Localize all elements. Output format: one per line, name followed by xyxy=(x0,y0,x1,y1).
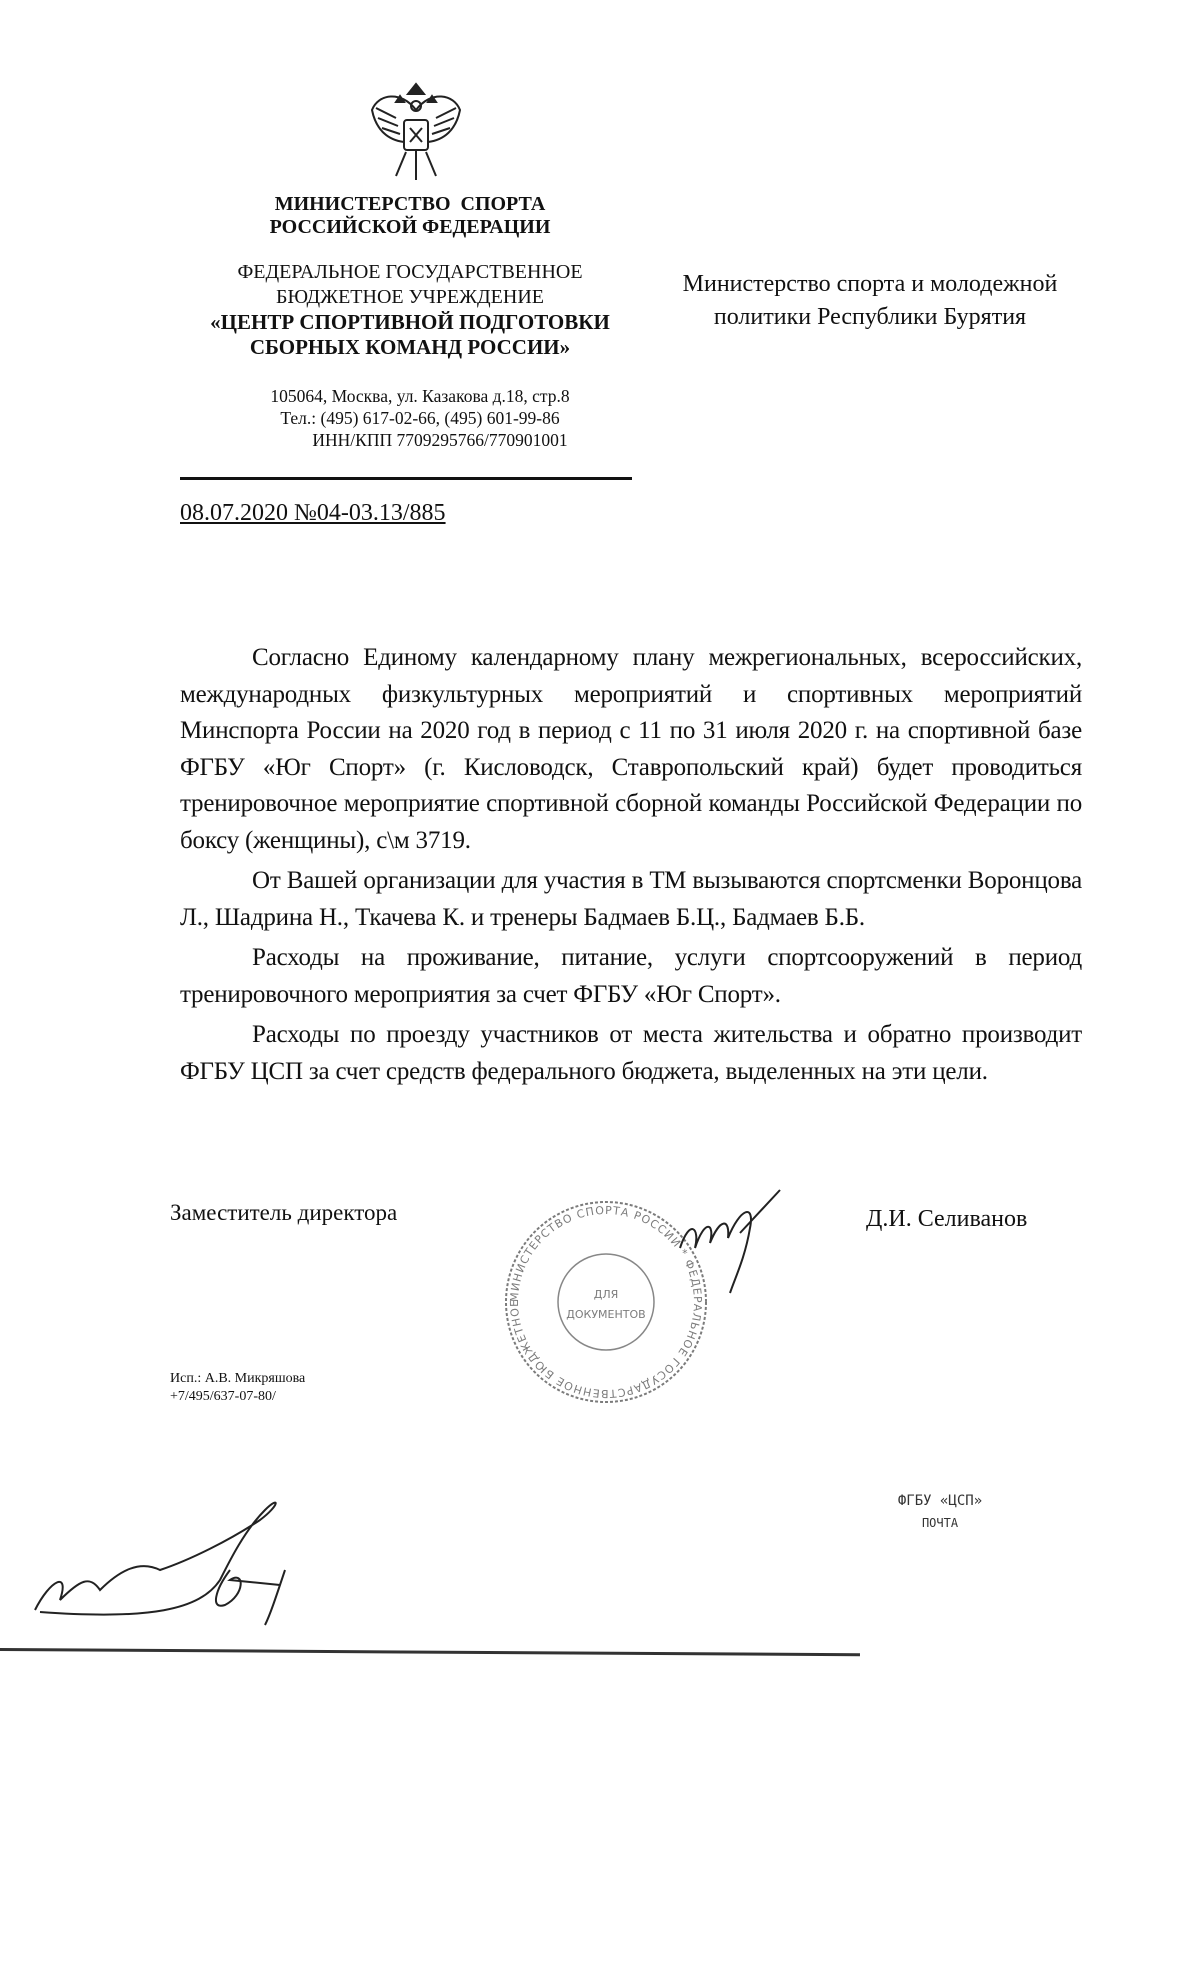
executor-phone: +7/495/637-07-80/ xyxy=(170,1389,276,1404)
coat-of-arms-emblem xyxy=(366,80,466,186)
stamp-center-top: ДЛЯ xyxy=(593,1288,619,1301)
body-paragraph: Расходы на проживание, питание, услуги спортсооружений в период тренировочного мероприятия за счет ФГБУ «Юг Спорт». xyxy=(180,944,1082,1008)
handwritten-signature xyxy=(30,1500,350,1635)
org-line-1: ФЕДЕРАЛЬНОЕ ГОСУДАРСТВЕННОЕ xyxy=(237,261,583,283)
stamp-center-bottom: ДОКУМЕНТОВ xyxy=(566,1308,646,1321)
signer-name: Д.И. Селиванов xyxy=(866,1206,1028,1232)
letter-body xyxy=(180,640,1082,1090)
mail-stamp-line-2: ПОЧТА xyxy=(921,1516,959,1530)
signer-position: Заместитель директора xyxy=(170,1200,398,1225)
org-name-line-1: «ЦЕНТР СПОРТИВНОЙ ПОДГОТОВКИ xyxy=(210,310,610,334)
recipient-line-1: Министерство спорта и молодежной xyxy=(682,271,1058,297)
header-rule xyxy=(180,477,632,480)
ministry-line-1: МИНИСТЕРСТВО СПОРТА xyxy=(274,193,546,215)
director-signature xyxy=(670,1188,790,1303)
body-paragraph: Расходы по проезду участников от места жительства и обратно производит ФГБУ ЦСП за счет средств федерального бюджета, выделенных на эти цели. xyxy=(180,1021,1082,1085)
recipient xyxy=(640,268,1100,334)
body-paragraph: От Вашей организации для участия в ТМ вызываются спортсменки Воронцова Л., Шадрина Н., Ткачева К. и тренеры Бадмаев Б.Ц., Бадмаев Б.Б. xyxy=(180,867,1082,931)
page-bottom-edge xyxy=(0,1648,860,1656)
executor-name: Исп.: А.В. Микряшова xyxy=(170,1371,306,1386)
reference-number: 08.07.2020 №04-03.13/885 xyxy=(180,500,446,526)
organization-name xyxy=(180,260,640,360)
org-name-line-2: СБОРНЫХ КОМАНД РОССИИ» xyxy=(249,335,571,359)
org-contacts xyxy=(220,385,620,451)
stamp-ring-text: МИНИСТЕРСТВО СПОРТА РОССИИ * ФЕДЕРАЛЬНОЕ ГОСУДАРСТВЕННОЕ БЮДЖЕТНОЕ xyxy=(507,1203,705,1401)
org-phone: Тел.: (495) 617-02-66, (495) 601-99-86 xyxy=(280,408,560,428)
executor-info xyxy=(170,1370,305,1406)
recipient-line-2: политики Республики Бурятия xyxy=(713,304,1027,330)
org-line-2: БЮДЖЕТНОЕ УЧРЕЖДЕНИЕ xyxy=(275,286,545,308)
body-paragraph: Согласно Единому календарному плану межрегиональных, всероссийских, международных физкультурных мероприятий и спортивных мероприятий Минспорта России на 2020 год в период с 11 по 31 июля 2020 г. на спортивной базе ФГБУ «Юг Спорт» (г. Кисловодск, Ставропольский край) будет проводиться тренировочное мероприятие спортивной сборной команды Российской Федерации по боксу (женщины), с\м 3719. xyxy=(180,644,1082,854)
org-inn: ИНН/КПП 7709295766/770901001 xyxy=(312,430,568,450)
org-address: 105064, Москва, ул. Казакова д.18, стр.8 xyxy=(270,386,570,406)
mail-stamp-line-1: ФГБУ «ЦСП» xyxy=(897,1493,983,1509)
ministry-line-2: РОССИЙСКОЙ ФЕДЕРАЦИИ xyxy=(269,216,551,238)
mail-stamp xyxy=(860,1490,1020,1534)
ministry-name xyxy=(200,193,620,239)
